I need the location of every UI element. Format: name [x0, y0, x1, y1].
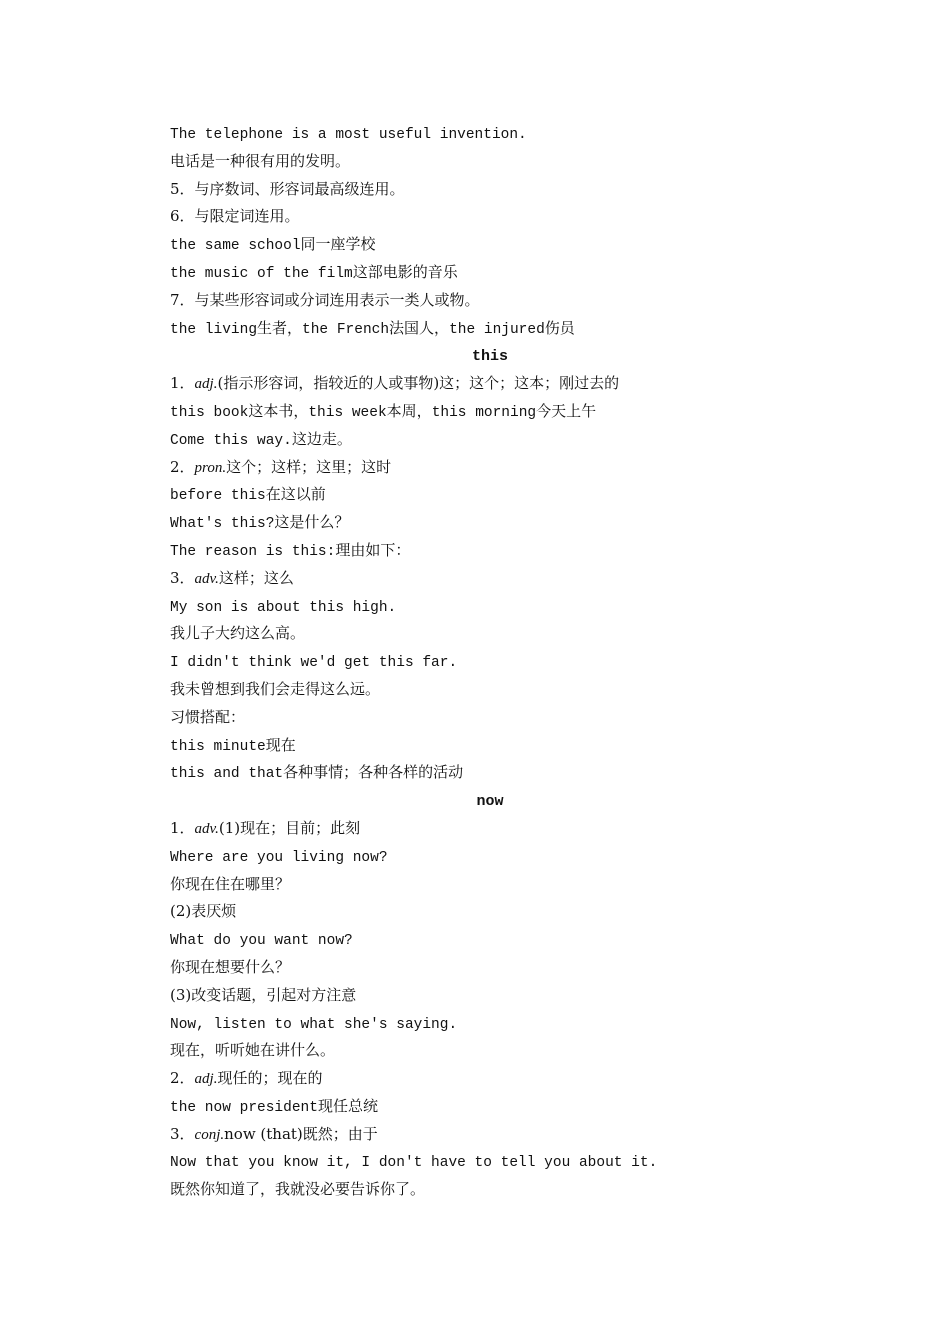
- chinese-gloss: 现任总统: [317, 1096, 378, 1115]
- chinese-text-line: [170, 954, 810, 982]
- definition-number: 3．: [170, 568, 195, 587]
- part-of-speech: pron.: [194, 459, 227, 476]
- part-of-speech: adv.: [194, 570, 219, 587]
- english-phrase: this morning: [431, 404, 537, 421]
- english-phrase: the music of the film: [170, 265, 353, 282]
- definition-line: [170, 454, 810, 482]
- english-phrase: the same school: [170, 238, 301, 255]
- definition-line: [170, 370, 810, 398]
- definition-number: 3．: [170, 1124, 195, 1143]
- definition-number: 2．: [170, 1069, 195, 1088]
- definition-text: 这样；这么: [218, 568, 294, 587]
- chinese-text-line: [170, 898, 810, 926]
- english-text: I didn't think we'd get this far.: [170, 655, 458, 672]
- chinese-text-line: [170, 203, 810, 231]
- chinese-text: 5．与序数词、形容词最高级连用。: [170, 179, 405, 198]
- chinese-text-line: [170, 148, 810, 176]
- phrase-line: [170, 231, 810, 259]
- english-text: What do you want now?: [170, 933, 353, 950]
- english-phrase: this week: [308, 404, 387, 421]
- chinese-text: 现在，听听她在讲什么。: [170, 1041, 336, 1060]
- chinese-text: 7．与某些形容词或分词连用表示一类人或物。: [170, 290, 480, 309]
- chinese-gloss: 本周，: [386, 401, 432, 420]
- phrase-line: [170, 1093, 810, 1121]
- part-of-speech: adj.: [194, 1071, 218, 1088]
- chinese-gloss: 这部电影的音乐: [352, 262, 458, 281]
- chinese-text: 习惯搭配：: [170, 707, 246, 726]
- section-heading: [170, 787, 810, 815]
- definition-text: (1)现在；目前；此刻: [218, 818, 361, 837]
- phrase-line: [170, 481, 810, 509]
- definition-number: 2．: [170, 457, 195, 476]
- chinese-text: (2)表厌烦: [170, 902, 237, 921]
- definition-text: (指示形容词，指较近的人或事物)这；这个；这本；刚过去的: [217, 374, 620, 393]
- chinese-text-line: [170, 287, 810, 315]
- definition-text: 现任的；现在的: [217, 1069, 323, 1088]
- chinese-text-line: [170, 1037, 810, 1065]
- part-of-speech: conj.: [194, 1126, 225, 1143]
- definition-text: 这个；这样；这里；这时: [226, 457, 392, 476]
- chinese-text: 6．与限定词连用。: [170, 207, 300, 226]
- phrase-line: [170, 732, 810, 760]
- definition-text: now (that)既然；由于: [224, 1124, 378, 1143]
- definition-line: [170, 1121, 810, 1149]
- example-sentence: [170, 593, 810, 621]
- chinese-text: 我未曾想到我们会走得这么远。: [170, 679, 381, 698]
- english-phrase: this book: [170, 404, 249, 421]
- english-phrase: The reason is this:: [170, 543, 336, 560]
- phrase-line: [170, 759, 810, 787]
- chinese-text: 你现在想要什么？: [170, 957, 291, 976]
- chinese-gloss: 今天上午: [536, 401, 597, 420]
- chinese-text-line: [170, 676, 810, 704]
- english-phrase: this minute: [170, 738, 266, 755]
- chinese-text-line: [170, 871, 810, 899]
- phrase-line: [170, 509, 810, 537]
- english-text: Now that you know it, I don't have to tell you about it.: [170, 1155, 658, 1172]
- english-phrase: the French: [302, 321, 390, 338]
- english-text: My son is about this high.: [170, 599, 397, 616]
- chinese-gloss: 同一座学校: [300, 235, 376, 254]
- part-of-speech: adj.: [194, 376, 218, 393]
- phrase-line: [170, 426, 810, 454]
- english-phrase: the living: [170, 321, 258, 338]
- english-phrase: What's this?: [170, 516, 275, 533]
- english-text: Now, listen to what she's saying.: [170, 1016, 458, 1033]
- definition-line: [170, 565, 810, 593]
- heading-text: this: [471, 348, 508, 366]
- chinese-text-line: [170, 176, 810, 204]
- example-sentence: [170, 648, 810, 676]
- definition-line: [170, 815, 810, 843]
- example-sentence: [170, 926, 810, 954]
- english-text: The telephone is a most useful invention.: [170, 127, 527, 143]
- phrase-line: [170, 537, 810, 565]
- section-heading: [170, 342, 810, 370]
- chinese-gloss: 现在: [265, 735, 296, 754]
- chinese-text-line: [170, 704, 810, 732]
- chinese-text: 我儿子大约这么高。: [170, 624, 306, 643]
- english-phrase: before this: [170, 488, 266, 505]
- chinese-gloss: 理由如下：: [335, 540, 411, 559]
- document-body: [170, 120, 810, 1204]
- english-phrase: this and that: [170, 766, 284, 783]
- chinese-gloss: 各种事情；各种各样的活动: [283, 763, 464, 782]
- chinese-text: 你现在住在哪里？: [170, 874, 291, 893]
- example-sentence: [170, 1148, 810, 1176]
- phrase-line: [170, 398, 810, 426]
- chinese-gloss: 在这以前: [265, 485, 326, 504]
- part-of-speech: adv.: [194, 820, 219, 837]
- chinese-text-line: [170, 1176, 810, 1204]
- example-sentence: [170, 843, 810, 871]
- phrase-line: [170, 259, 810, 287]
- chinese-gloss: 这是什么？: [274, 513, 350, 532]
- chinese-text: 电话是一种很有用的发明。: [170, 151, 351, 170]
- english-phrase: the injured: [449, 321, 545, 338]
- chinese-text: (3)改变话题，引起对方注意: [170, 985, 357, 1004]
- definition-line: [170, 1065, 810, 1093]
- phrase-line: [170, 315, 810, 343]
- chinese-text-line: [170, 982, 810, 1010]
- chinese-gloss: 这本书，: [248, 401, 309, 420]
- english-text: Where are you living now?: [170, 849, 388, 866]
- example-sentence: [170, 1010, 810, 1038]
- example-sentence: [170, 120, 810, 148]
- chinese-gloss: 法国人，: [389, 318, 450, 337]
- definition-number: 1．: [170, 818, 195, 837]
- chinese-gloss: 伤员: [544, 318, 575, 337]
- english-phrase: the now president: [170, 1099, 318, 1116]
- english-phrase: Come this way.: [170, 432, 292, 449]
- heading-text: now: [476, 793, 504, 811]
- chinese-gloss: 这边走。: [291, 429, 352, 448]
- definition-number: 1．: [170, 374, 195, 393]
- chinese-gloss: 生者，: [257, 318, 303, 337]
- chinese-text: 既然你知道了，我就没必要告诉你了。: [170, 1180, 426, 1199]
- chinese-text-line: [170, 620, 810, 648]
